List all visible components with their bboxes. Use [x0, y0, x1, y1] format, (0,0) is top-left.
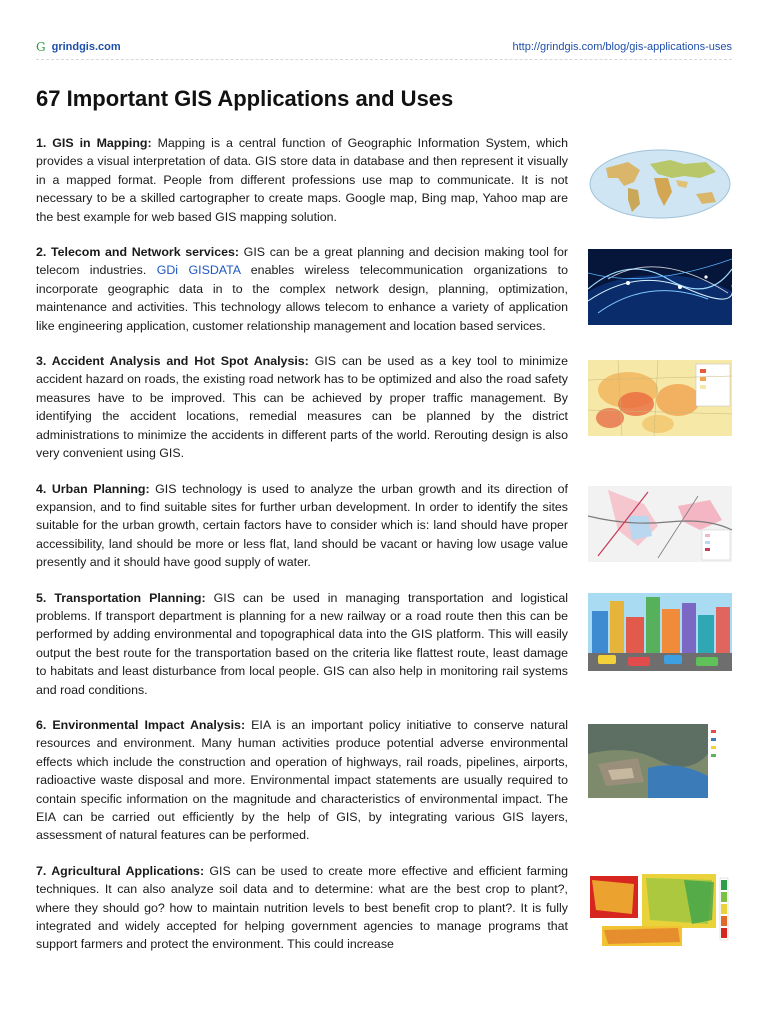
item-telecom-network: [36, 243, 736, 335]
item-text: [36, 243, 568, 335]
item-heading: 2. Telecom and Network services:: [36, 245, 240, 260]
item-accident-analysis: [36, 352, 736, 462]
item-environmental-impact: [36, 716, 736, 845]
urban-plan-map-image: [588, 486, 732, 562]
item-text: [36, 480, 568, 572]
item-body: GIS can be used to create more effective and efficient farming techniques. It can also analyze soil data and to determine: what are the best crop to plant?, where they should go? how to maintain nutrition levels to best benefit crop to plant?. It is fully integrated and widely accepted for helping government agencies to manage programs that support farmers and protect the environment. This could increase: [36, 863, 568, 952]
site-brand[interactable]: [36, 40, 121, 54]
article-body: [36, 134, 736, 971]
item-heading: 4. Urban Planning:: [36, 481, 150, 496]
item-urban-planning: [36, 480, 736, 572]
item-text: [36, 352, 568, 462]
item-gis-mapping: [36, 134, 736, 226]
item-heading: 7. Agricultural Applications:: [36, 863, 205, 878]
city-traffic-image: [588, 593, 732, 671]
item-heading: 5. Transportation Planning:: [36, 590, 206, 605]
network-globe-image: [588, 249, 732, 325]
hotspot-heatmap-image: [588, 360, 732, 436]
gdi-gisdata-link[interactable]: GDi GISDATA: [156, 263, 241, 278]
item-body: Mapping is a central function of Geographic Information System, which provides a visual interpretation of data. GIS store data in database and then represent it visually in a mapped format. People from different professions use map to communicate. It is not necessary to be a skilled cartographer to create maps. Google map, Bing map, Yahoo map are the best example for web based GIS mapping solution.: [36, 136, 568, 224]
page-title: 67 Important GIS Applications and Uses: [36, 86, 454, 111]
page-url-link[interactable]: http://grindgis.com/blog/gis-applications-uses: [512, 41, 732, 53]
item-text: [36, 716, 568, 845]
grindgis-logo-icon: G: [36, 40, 46, 54]
world-map-image: [588, 148, 732, 220]
item-text: [36, 134, 568, 226]
item-body-part1: GIS can be a great planning and decision making tool for telecom industries.: [36, 245, 568, 278]
item-body: GIS technology is used to analyze the urban growth and its direction of expansion, and to find suitable sites for further urban development. In order to identify the sites suitable for the urban growth, certain factors have to consider which is: land should have proper accessibility, land should be more or less flat, land should be vacant or having low usage value presently and it should have good supply of water.: [36, 481, 568, 570]
crop-index-maps-image: [588, 870, 732, 950]
item-body-part2: enables wireless telecommunication organizations to incorporate geographic data in to the complex network design, planning, optimization, maintenance and activities. This technology allows telecom to enhance a variety of application like engineering application, customer relationship management and location based services.: [36, 263, 568, 333]
item-body: GIS can be used as a key tool to minimize accident hazard on roads, the existing road network has to be optimized and also the road safety measures have to be improved. This can be achieved by proper traffic management. By identifying the accident locations, remedial measures can be planned by the district administrations to minimize the accidents in different parts of the world. Rerouting design is also very convenient using GIS.: [36, 354, 568, 461]
eia-map-image: [588, 724, 732, 804]
item-agricultural-applications: [36, 862, 736, 954]
item-heading: 3. Accident Analysis and Hot Spot Analysis:: [36, 354, 309, 369]
item-text: [36, 589, 568, 699]
item-text: [36, 862, 568, 954]
item-body: GIS can be used in managing transportation and logistical problems. If transport department is planning for a new railway or a road route then this can be performed by adding environmental and topographical data into the GIS platform. This will easily output the best route for the transportation based on the criteria like flattest route, least damage to habitats and least disturbance from local people. GIS can also help in monitoring rail systems and road conditions.: [36, 590, 568, 697]
header-divider: [36, 59, 732, 60]
item-transportation-planning: [36, 589, 736, 699]
item-body: EIA is an important policy initiative to conserve natural resources and environment. Many human activities produce potential adverse environmental effects which include the construction and operation of highways, rail roads, pipelines, airports, radioactive waste disposal and more. Environmental impact statements are usually required to contain specific information on the magnitude and characteristics of environmental impact. The EIA can be carried out efficiently by the help of GIS, by integrating various GIS layers, assessment of natural features can be performed.: [36, 717, 568, 843]
item-heading: 1. GIS in Mapping:: [36, 136, 152, 150]
item-heading: 6. Environmental Impact Analysis:: [36, 717, 246, 732]
page-header: [36, 36, 732, 58]
site-name[interactable]: grindgis.com: [51, 41, 121, 53]
